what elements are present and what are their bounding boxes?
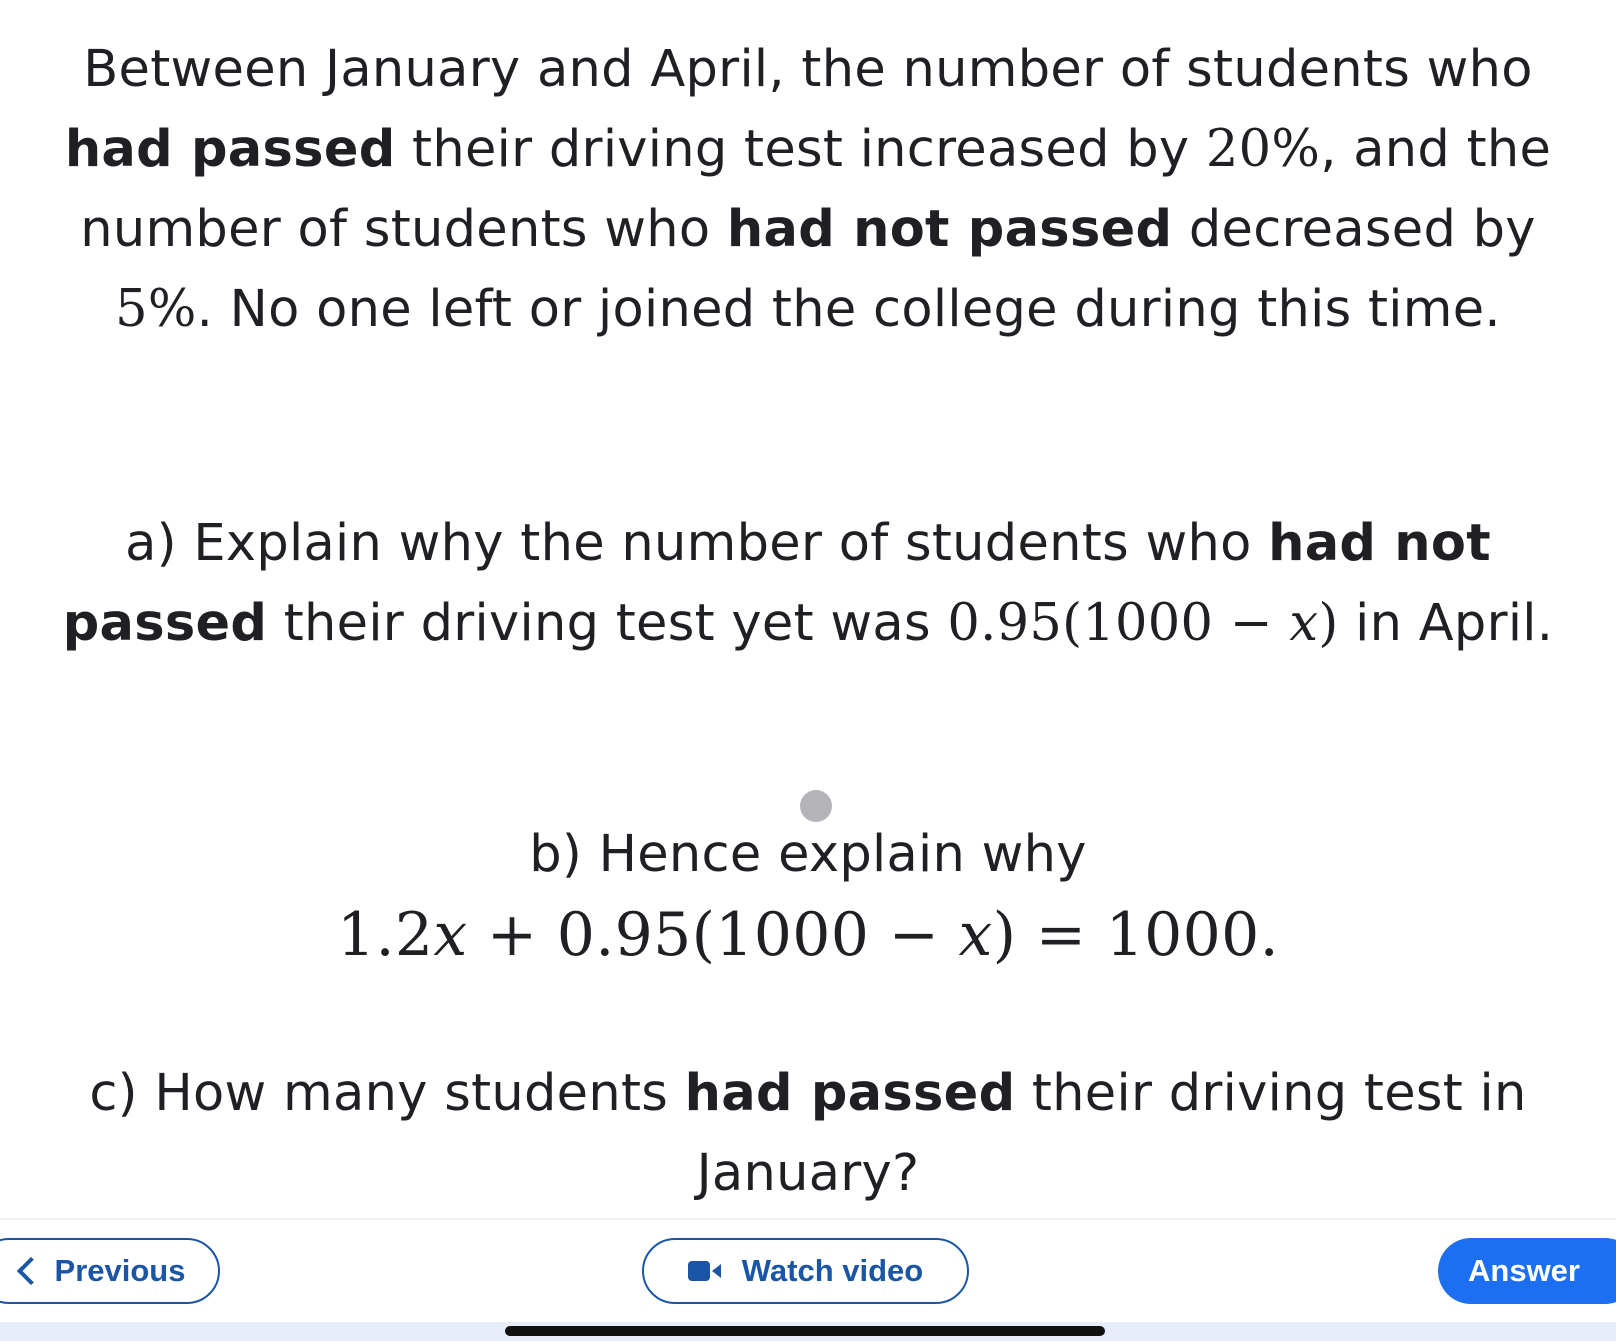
intro-text-4: decreased by <box>1172 200 1536 259</box>
part-b-text: b) Hence explain why <box>529 825 1087 884</box>
part-a-bold-had-not-passed: had not passed <box>62 514 1491 653</box>
answer-label: Answer <box>1468 1253 1580 1288</box>
video-camera-icon <box>688 1260 722 1282</box>
previous-label: Previous <box>54 1253 186 1288</box>
part-c-bold-had-passed: had passed <box>684 1064 1016 1123</box>
intro-text-3: , and the number of students who <box>80 120 1552 259</box>
question-part-c <box>30 1054 1586 1214</box>
part-b-equation <box>30 895 1586 975</box>
answer-button[interactable] <box>1438 1238 1616 1304</box>
part-c-text-1: c) How many students <box>89 1064 685 1123</box>
home-indicator <box>505 1326 1105 1336</box>
watch-video-button[interactable] <box>642 1238 969 1304</box>
intro-bold-had-not-passed: had not passed <box>726 200 1173 259</box>
intro-text-1: Between January and April, the number of students who <box>83 40 1533 99</box>
part-b-eq-var-1: x <box>433 900 468 970</box>
part-a-expression <box>947 594 1338 653</box>
previous-button[interactable] <box>0 1238 220 1304</box>
question-part-b <box>30 815 1586 975</box>
part-b-eq-1: 1.2 <box>337 900 434 970</box>
part-b-eq-var-2: x <box>958 900 993 970</box>
part-c-text-2: their driving test in January? <box>696 1064 1527 1203</box>
question-part-a <box>30 504 1586 664</box>
part-a-variable-x: x <box>1289 594 1319 653</box>
intro-bold-had-passed: had passed <box>64 120 396 179</box>
question-intro <box>30 30 1586 350</box>
part-a-expression-pre: 0.95(1000 − <box>947 594 1290 653</box>
part-b-eq-2: + 0.95(1000 − <box>467 900 959 970</box>
part-b-eq-3: ) = 1000. <box>992 900 1279 970</box>
intro-math-20-percent: 20% <box>1205 120 1321 179</box>
part-a-expression-post: ) <box>1318 594 1339 653</box>
watch-video-label: Watch video <box>741 1253 924 1288</box>
chevron-left-icon <box>16 1257 44 1285</box>
part-a-text-3: in April. <box>1338 594 1554 653</box>
intro-math-5-percent: 5% <box>115 280 197 339</box>
intro-text-5: . No one left or joined the college during this time. <box>196 280 1501 339</box>
intro-text-2: their driving test increased by <box>395 120 1206 179</box>
part-a-text-1: a) Explain why the number of students who <box>125 514 1269 573</box>
part-a-text-2: their driving test yet was <box>267 594 948 653</box>
